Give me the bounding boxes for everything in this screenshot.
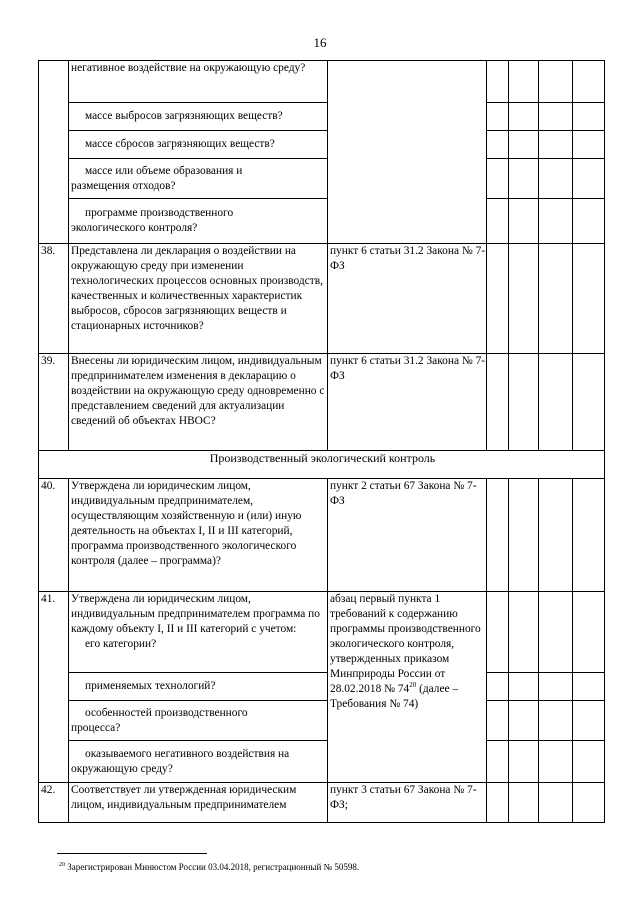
reference-cell: [328, 61, 487, 244]
answer-cell: [509, 673, 539, 701]
question-cell: [69, 592, 328, 673]
question-text: Утверждена ли юридическим лицом, индивидуальным предпринимателем программа по каждому объекту I, II и III категорий с учетом:: [71, 593, 320, 635]
answer-cell: [487, 701, 509, 741]
answer-cell: [509, 741, 539, 783]
section-heading: Производственный экологический контроль: [39, 451, 605, 479]
answer-cell: [509, 354, 539, 451]
question-cell: Соответствует ли утвержденная юридическим лицом, индивидуальным предпринимателем: [69, 783, 328, 823]
answer-cell: [539, 592, 573, 673]
answer-cell: [573, 701, 605, 741]
answer-cell: [487, 159, 509, 199]
footnote: [59, 862, 359, 873]
reference-cell: пункт 6 статьи 31.2 Закона № 7-ФЗ: [328, 244, 487, 354]
reference-cell: пункт 3 статьи 67 Закона № 7-ФЗ;: [328, 783, 487, 823]
question-line: оказываемого негативного воздействия на: [85, 747, 290, 760]
answer-cell: [573, 673, 605, 701]
question-cell: массе выбросов загрязняющих веществ?: [69, 103, 328, 131]
answer-cell: [539, 244, 573, 354]
answer-cell: [509, 199, 539, 244]
answer-cell: [573, 131, 605, 159]
table-row: [39, 244, 605, 354]
answer-cell: [539, 741, 573, 783]
table-row: [39, 61, 605, 103]
table-row: [39, 354, 605, 451]
question-line: экологического контроля?: [71, 222, 198, 234]
answer-cell: [487, 783, 509, 823]
answer-cell: [539, 61, 573, 103]
row-number-cell: 42.: [39, 783, 69, 823]
answer-cell: [509, 783, 539, 823]
reference-text: абзац первый пункта 1 требований к содержанию программы производственного экологического контроля, утвержденных приказом Минприроды России от 28.02.2018 № 74: [330, 593, 481, 695]
answer-cell: [539, 783, 573, 823]
answer-cell: [539, 159, 573, 199]
table-row: [39, 199, 605, 244]
answer-cell: [509, 131, 539, 159]
answer-cell: [509, 103, 539, 131]
answer-cell: [573, 244, 605, 354]
table-row: [39, 741, 605, 783]
question-cell: [69, 701, 328, 741]
answer-cell: [539, 354, 573, 451]
answer-cell: [487, 103, 509, 131]
question-cell: массе сбросов загрязняющих веществ?: [69, 131, 328, 159]
question-cell: [69, 741, 328, 783]
answer-cell: [509, 61, 539, 103]
answer-cell: [573, 479, 605, 592]
answer-cell: [539, 199, 573, 244]
question-line: окружающую среду?: [71, 762, 173, 775]
answer-cell: [509, 479, 539, 592]
table-row: [39, 673, 605, 701]
reference-cell: [328, 592, 487, 783]
answer-cell: [487, 244, 509, 354]
footnote-divider: [57, 853, 207, 854]
answer-cell: [509, 701, 539, 741]
table-row: [39, 159, 605, 199]
answer-cell: [539, 673, 573, 701]
answer-cell: [509, 159, 539, 199]
answer-cell: [573, 61, 605, 103]
table-row: [39, 131, 605, 159]
question-cell: негативное воздействие на окружающую среду?: [69, 61, 328, 103]
answer-cell: [509, 592, 539, 673]
reference-cell: пункт 2 статьи 67 Закона № 7-ФЗ: [328, 479, 487, 592]
answer-cell: [573, 783, 605, 823]
checklist-table: [38, 60, 605, 823]
table-row: [39, 103, 605, 131]
answer-cell: [487, 741, 509, 783]
question-line: программе производственного: [85, 207, 234, 219]
row-number-cell: 41.: [39, 592, 69, 783]
answer-cell: [539, 131, 573, 159]
answer-cell: [573, 199, 605, 244]
question-line: массе или объеме образования и: [85, 164, 243, 177]
answer-cell: [573, 354, 605, 451]
answer-cell: [539, 479, 573, 592]
question-cell: применяемых технологий?: [69, 673, 328, 701]
table-row: [39, 451, 605, 479]
footnote-marker: 20: [409, 681, 417, 690]
page-number: 16: [313, 35, 327, 50]
question-line: размещения отходов?: [71, 179, 176, 192]
answer-cell: [573, 592, 605, 673]
answer-cell: [487, 479, 509, 592]
question-cell: [69, 199, 328, 244]
answer-cell: [487, 131, 509, 159]
row-number-cell: 38.: [39, 244, 69, 354]
table-row: [39, 479, 605, 592]
question-cell: Утверждена ли юридическим лицом, индивидуальным предпринимателем, осуществляющим хозяйственную и (или) иную деятельность на объектах I, II и III категорий, программа производственного экологического контроля (далее – программа)?: [69, 479, 328, 592]
answer-cell: [509, 244, 539, 354]
question-line: особенностей производственного: [85, 706, 248, 719]
question-sub-text: его категории?: [85, 638, 157, 650]
answer-cell: [487, 673, 509, 701]
row-number-cell: 39.: [39, 354, 69, 451]
footnote-mark: 20: [59, 862, 65, 868]
reference-text-tail: (далее – Требования № 74): [330, 683, 459, 710]
answer-cell: [573, 103, 605, 131]
answer-cell: [487, 61, 509, 103]
answer-cell: [487, 199, 509, 244]
row-number-cell: 40.: [39, 479, 69, 592]
answer-cell: [539, 701, 573, 741]
reference-cell: пункт 6 статьи 31.2 Закона № 7-ФЗ: [328, 354, 487, 451]
table-row: [39, 783, 605, 823]
table-row: [39, 592, 605, 673]
row-number-cell: [39, 61, 69, 244]
answer-cell: [539, 103, 573, 131]
question-line: процесса?: [71, 721, 121, 734]
answer-cell: [487, 354, 509, 451]
answer-cell: [573, 159, 605, 199]
question-cell: Внесены ли юридическим лицом, индивидуальным предпринимателем изменения в декларацию о воздействии на окружающую среду одновременно с представлением сведений для актуализации сведений об объектах НВОС?: [69, 354, 328, 451]
question-cell: Представлена ли декларация о воздействии на окружающую среду при изменении технологических процессов основных производств, качественных и количественных характеристик выбросов, сбросов загрязняющих веществ и стационарных источников?: [69, 244, 328, 354]
answer-cell: [487, 592, 509, 673]
footnote-text: Зарегистрирован Минюстом России 03.04.2018, регистрационный № 50598.: [65, 862, 360, 872]
table-row: [39, 701, 605, 741]
question-cell: [69, 159, 328, 199]
answer-cell: [573, 741, 605, 783]
